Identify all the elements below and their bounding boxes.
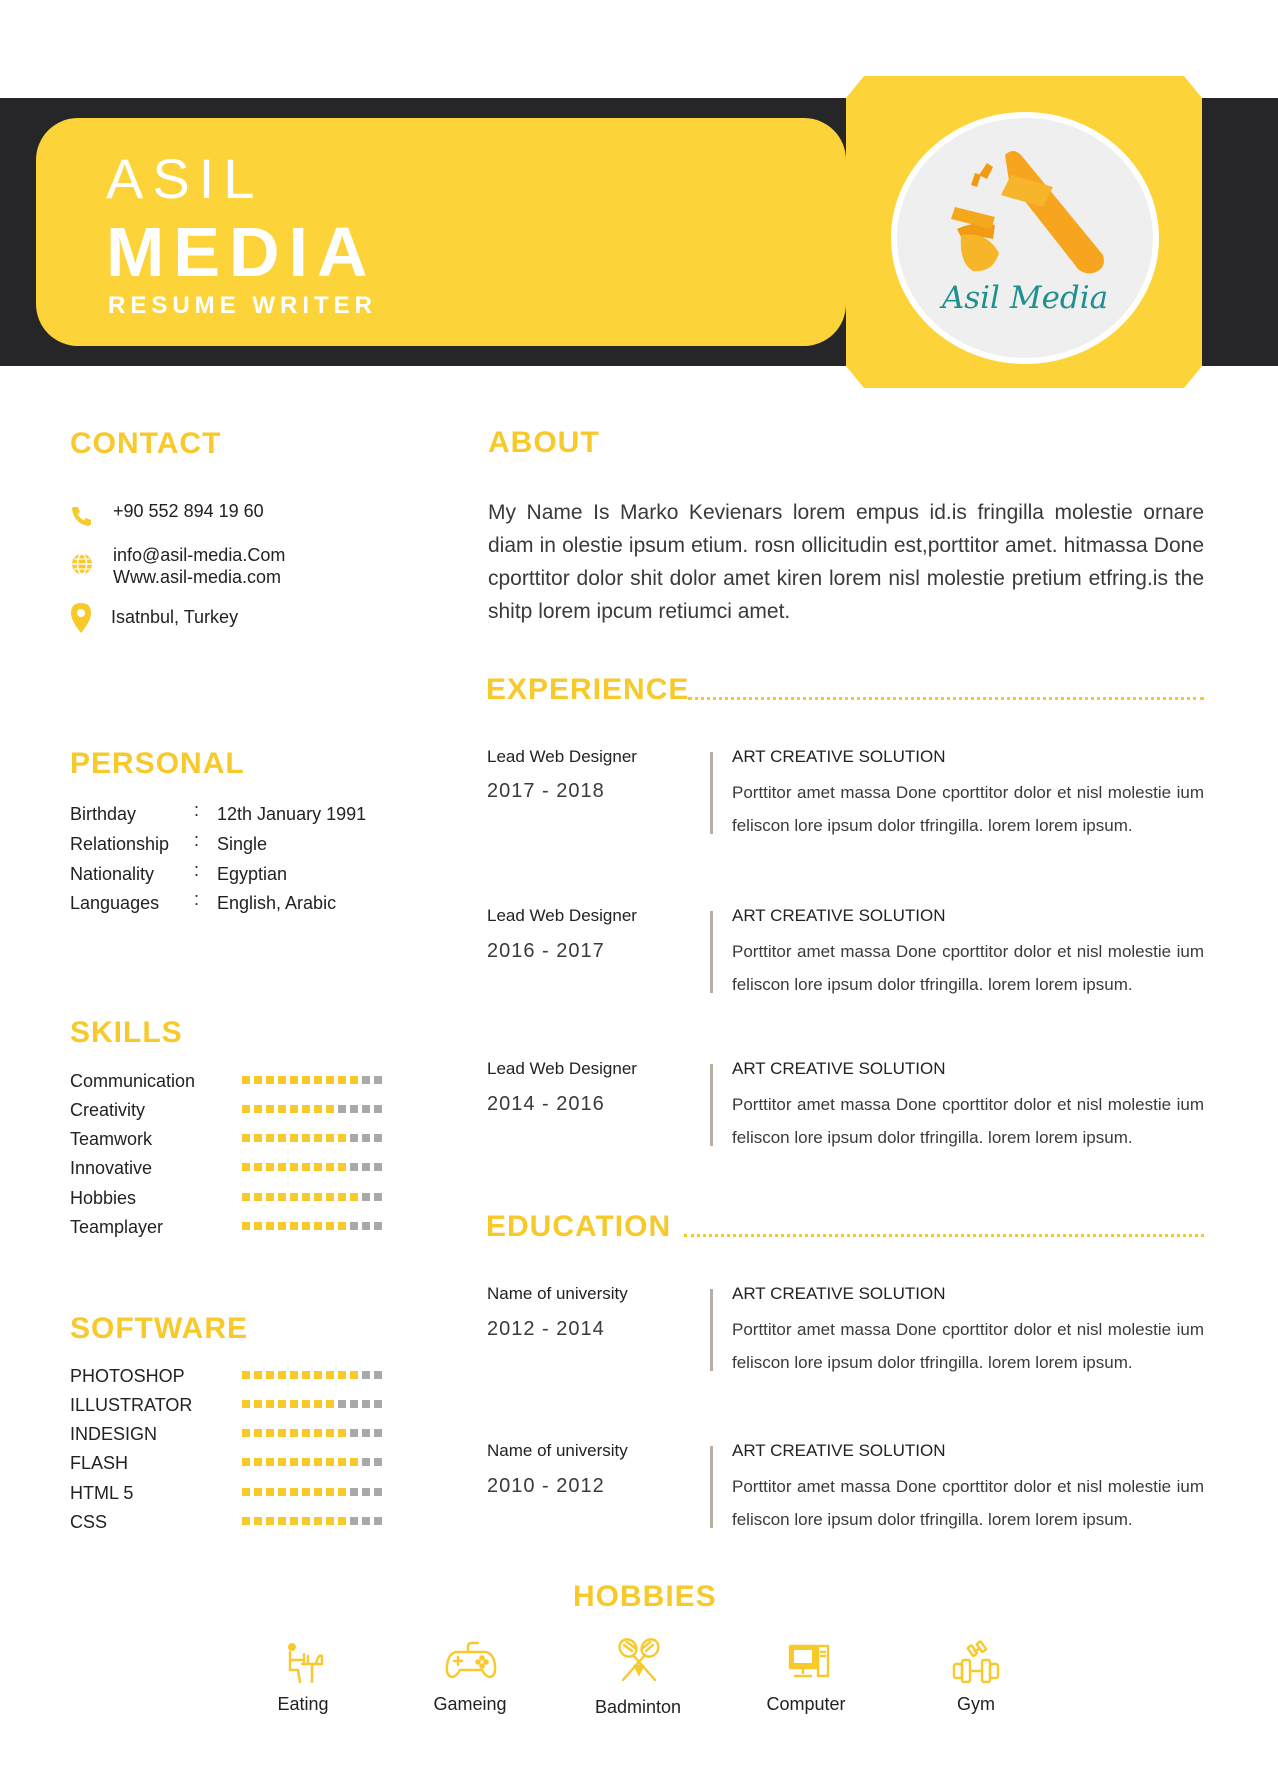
level-square — [362, 1371, 370, 1379]
nationality-colon: : — [194, 860, 200, 880]
level-square — [350, 1076, 358, 1084]
level-square — [338, 1105, 346, 1113]
job-title: Lead Web Designer — [487, 747, 637, 766]
level-square — [338, 1517, 346, 1525]
skill-label: Communication — [70, 1071, 196, 1091]
skill-bar — [242, 1105, 382, 1113]
level-square — [350, 1222, 358, 1230]
level-square — [362, 1105, 370, 1113]
skill-bar — [242, 1193, 382, 1201]
level-square — [254, 1517, 262, 1525]
level-square — [362, 1222, 370, 1230]
level-square — [278, 1193, 286, 1201]
location-pin-icon — [69, 603, 93, 633]
school-name: Name of university — [487, 1441, 628, 1460]
level-square — [266, 1488, 274, 1496]
level-square — [338, 1134, 346, 1142]
level-square — [338, 1193, 346, 1201]
company-name: ART CREATIVE SOLUTION — [732, 1059, 946, 1078]
level-square — [338, 1488, 346, 1496]
level-square — [290, 1222, 298, 1230]
level-square — [290, 1371, 298, 1379]
nationality-value: Egyptian — [217, 864, 288, 884]
level-square — [254, 1400, 262, 1408]
skills-title: SKILLS — [70, 1016, 183, 1049]
level-square — [302, 1076, 310, 1084]
level-square — [290, 1517, 298, 1525]
level-square — [314, 1517, 322, 1525]
website-url: Www.asil-media.com — [113, 567, 282, 587]
relationship-colon: : — [194, 830, 200, 850]
phone-number: +90 552 894 19 60 — [113, 501, 264, 521]
job-years: 2014 - 2016 — [487, 1093, 605, 1115]
level-square — [302, 1105, 310, 1113]
level-square — [290, 1134, 298, 1142]
level-square — [338, 1163, 346, 1171]
level-square — [266, 1458, 274, 1466]
level-square — [338, 1429, 346, 1437]
education-description: Porttitor amet massa Done cporttitor dolor et nisl molestie ium feliscon lore ipsum dolor tfringilla. lorem lorem ipsum. — [732, 1320, 1204, 1372]
level-square — [302, 1458, 310, 1466]
level-square — [302, 1488, 310, 1496]
level-square — [266, 1163, 274, 1171]
level-square — [278, 1076, 286, 1084]
skill-bar — [242, 1076, 382, 1084]
level-square — [314, 1076, 322, 1084]
level-square — [362, 1429, 370, 1437]
level-square — [374, 1429, 382, 1437]
level-square — [302, 1134, 310, 1142]
level-square — [326, 1429, 334, 1437]
experience-title: EXPERIENCE — [486, 673, 690, 706]
level-square — [326, 1400, 334, 1408]
hobby-label: Computer — [766, 1694, 846, 1714]
level-square — [290, 1193, 298, 1201]
level-square — [302, 1163, 310, 1171]
skill-label: Teamwork — [70, 1129, 153, 1149]
level-square — [362, 1517, 370, 1525]
software-bar — [242, 1400, 382, 1408]
level-square — [302, 1222, 310, 1230]
level-square — [350, 1134, 358, 1142]
level-square — [326, 1134, 334, 1142]
software-label: CSS — [70, 1512, 108, 1532]
level-square — [278, 1371, 286, 1379]
level-square — [266, 1222, 274, 1230]
software-bar — [242, 1458, 382, 1466]
level-square — [374, 1371, 382, 1379]
hobby-label: Gameing — [433, 1694, 507, 1714]
level-square — [350, 1193, 358, 1201]
level-square — [374, 1163, 382, 1171]
level-square — [374, 1458, 382, 1466]
level-square — [242, 1488, 250, 1496]
software-bar — [242, 1488, 382, 1496]
school-name: Name of university — [487, 1284, 628, 1303]
level-square — [362, 1134, 370, 1142]
level-square — [314, 1488, 322, 1496]
birthday-value: 12th January 1991 — [217, 804, 367, 824]
experience-divider — [688, 697, 1204, 700]
nationality-label: Nationality — [70, 864, 155, 884]
hobby-label: Eating — [277, 1694, 329, 1714]
software-title: SOFTWARE — [70, 1312, 248, 1345]
institution-name: ART CREATIVE SOLUTION — [732, 1441, 946, 1460]
level-square — [266, 1371, 274, 1379]
email-address: info@asil-media.Com — [113, 545, 286, 565]
level-square — [374, 1222, 382, 1230]
job-description: Porttitor amet massa Done cporttitor dolor et nisl molestie ium feliscon lore ipsum dolor tfringilla. lorem lorem ipsum. — [732, 942, 1204, 994]
level-square — [326, 1105, 334, 1113]
level-square — [254, 1105, 262, 1113]
education-divider — [684, 1234, 1204, 1237]
level-square — [314, 1222, 322, 1230]
level-square — [350, 1458, 358, 1466]
level-square — [350, 1429, 358, 1437]
skill-bar — [242, 1134, 382, 1142]
level-square — [254, 1458, 262, 1466]
level-square — [326, 1517, 334, 1525]
level-square — [350, 1371, 358, 1379]
level-square — [326, 1458, 334, 1466]
level-square — [242, 1163, 250, 1171]
level-square — [374, 1488, 382, 1496]
hobbies-title: HOBBIES — [573, 1580, 717, 1613]
level-square — [242, 1458, 250, 1466]
skill-label: Innovative — [70, 1158, 153, 1178]
level-square — [350, 1517, 358, 1525]
software-label: INDESIGN — [70, 1424, 158, 1444]
level-square — [278, 1400, 286, 1408]
birthday-colon: : — [194, 800, 200, 820]
level-square — [314, 1429, 322, 1437]
level-square — [302, 1517, 310, 1525]
contact-title: CONTACT — [70, 427, 222, 460]
level-square — [266, 1076, 274, 1084]
level-square — [242, 1222, 250, 1230]
level-square — [266, 1400, 274, 1408]
level-square — [350, 1105, 358, 1113]
level-square — [290, 1076, 298, 1084]
level-square — [254, 1076, 262, 1084]
hobby-label: Gym — [957, 1694, 995, 1714]
level-square — [242, 1429, 250, 1437]
level-square — [326, 1193, 334, 1201]
level-square — [326, 1371, 334, 1379]
birthday-label: Birthday — [70, 804, 137, 824]
eating-icon — [280, 1640, 328, 1688]
name-first: ASIL — [106, 147, 264, 210]
level-square — [374, 1517, 382, 1525]
software-bar — [242, 1517, 382, 1525]
level-square — [266, 1105, 274, 1113]
company-name: ART CREATIVE SOLUTION — [732, 906, 946, 925]
level-square — [302, 1193, 310, 1201]
level-square — [242, 1076, 250, 1084]
badminton-icon — [615, 1636, 663, 1684]
level-square — [290, 1163, 298, 1171]
skill-label: Hobbies — [70, 1188, 137, 1208]
level-square — [314, 1193, 322, 1201]
software-label: HTML 5 — [70, 1483, 134, 1503]
level-square — [278, 1517, 286, 1525]
job-title: Lead Web Designer — [487, 1059, 637, 1078]
level-square — [278, 1134, 286, 1142]
level-square — [326, 1076, 334, 1084]
level-square — [278, 1458, 286, 1466]
study-years: 2012 - 2014 — [487, 1318, 605, 1340]
entry-rule — [710, 1289, 713, 1371]
level-square — [362, 1458, 370, 1466]
level-square — [314, 1134, 322, 1142]
level-square — [374, 1105, 382, 1113]
level-square — [338, 1458, 346, 1466]
skill-bar — [242, 1222, 382, 1230]
level-square — [290, 1105, 298, 1113]
level-square — [314, 1458, 322, 1466]
level-square — [242, 1134, 250, 1142]
level-square — [374, 1193, 382, 1201]
level-square — [278, 1163, 286, 1171]
about-title: ABOUT — [488, 426, 600, 459]
logo-text: Asil Media — [941, 280, 1109, 316]
software-bar — [242, 1371, 382, 1379]
level-square — [302, 1400, 310, 1408]
job-years: 2016 - 2017 — [487, 940, 605, 962]
dumbbell-icon — [952, 1640, 1000, 1688]
level-square — [254, 1429, 262, 1437]
level-square — [326, 1488, 334, 1496]
computer-icon — [786, 1640, 834, 1688]
level-square — [290, 1458, 298, 1466]
institution-name: ART CREATIVE SOLUTION — [732, 1284, 946, 1303]
entry-rule — [710, 752, 713, 834]
job-description: Porttitor amet massa Done cporttitor dolor et nisl molestie ium feliscon lore ipsum dolor tfringilla. lorem lorem ipsum. — [732, 783, 1204, 835]
level-square — [338, 1371, 346, 1379]
entry-rule — [710, 1064, 713, 1146]
level-square — [242, 1105, 250, 1113]
level-square — [290, 1429, 298, 1437]
globe-icon — [70, 552, 94, 576]
about-text: My Name Is Marko Kevienars lorem empus id.is fringilla molestie ornare diam in olestie ipsum etium. rosn ollicitudin est,porttitor amet. hitmassa Done cporttitor dolor shit dolor amet kiren lorem nisl molestie pretium etfring.is the shitp lorem ipcum retiumci amet. — [488, 501, 1204, 623]
relationship-label: Relationship — [70, 834, 170, 854]
level-square — [278, 1222, 286, 1230]
level-square — [338, 1076, 346, 1084]
level-square — [374, 1076, 382, 1084]
level-square — [362, 1400, 370, 1408]
relationship-value: Single — [217, 834, 268, 854]
level-square — [350, 1400, 358, 1408]
software-bar — [242, 1429, 382, 1437]
level-square — [278, 1105, 286, 1113]
entry-rule — [710, 911, 713, 993]
level-square — [338, 1400, 346, 1408]
level-square — [314, 1371, 322, 1379]
level-square — [278, 1429, 286, 1437]
level-square — [266, 1517, 274, 1525]
job-years: 2017 - 2018 — [487, 780, 605, 802]
level-square — [326, 1163, 334, 1171]
level-square — [338, 1222, 346, 1230]
software-label: FLASH — [70, 1453, 129, 1473]
level-square — [302, 1371, 310, 1379]
level-square — [290, 1488, 298, 1496]
languages-label: Languages — [70, 893, 160, 913]
skill-label: Teamplayer — [70, 1217, 164, 1237]
name-last: MEDIA — [106, 213, 377, 291]
level-square — [266, 1193, 274, 1201]
level-square — [290, 1400, 298, 1408]
level-square — [314, 1163, 322, 1171]
level-square — [242, 1517, 250, 1525]
software-label: ILLUSTRATOR — [70, 1395, 193, 1415]
entry-rule — [710, 1446, 713, 1528]
level-square — [242, 1193, 250, 1201]
level-square — [362, 1076, 370, 1084]
personal-title: PERSONAL — [70, 747, 245, 780]
level-square — [350, 1488, 358, 1496]
skill-bar — [242, 1163, 382, 1171]
level-square — [362, 1163, 370, 1171]
level-square — [374, 1400, 382, 1408]
languages-colon: : — [194, 889, 200, 909]
location-text: Isatnbul, Turkey — [111, 607, 239, 627]
hobby-label: Badminton — [594, 1697, 682, 1717]
level-square — [314, 1400, 322, 1408]
languages-value: English, Arabic — [217, 893, 337, 913]
skill-label: Creativity — [70, 1100, 146, 1120]
level-square — [314, 1105, 322, 1113]
level-square — [254, 1193, 262, 1201]
education-title: EDUCATION — [486, 1210, 672, 1243]
level-square — [242, 1400, 250, 1408]
level-square — [242, 1371, 250, 1379]
job-role: RESUME WRITER — [108, 292, 377, 319]
level-square — [254, 1163, 262, 1171]
company-name: ART CREATIVE SOLUTION — [732, 747, 946, 766]
logo-mark-icon — [935, 145, 1115, 285]
phone-icon — [70, 504, 94, 528]
job-description: Porttitor amet massa Done cporttitor dolor et nisl molestie ium feliscon lore ipsum dolor tfringilla. lorem lorem ipsum. — [732, 1095, 1204, 1147]
level-square — [254, 1488, 262, 1496]
study-years: 2010 - 2012 — [487, 1475, 605, 1497]
level-square — [362, 1488, 370, 1496]
level-square — [254, 1222, 262, 1230]
level-square — [254, 1134, 262, 1142]
level-square — [302, 1429, 310, 1437]
level-square — [374, 1134, 382, 1142]
job-title: Lead Web Designer — [487, 906, 637, 925]
level-square — [266, 1429, 274, 1437]
level-square — [254, 1371, 262, 1379]
level-square — [362, 1193, 370, 1201]
software-label: PHOTOSHOP — [70, 1366, 185, 1386]
level-square — [278, 1488, 286, 1496]
education-description: Porttitor amet massa Done cporttitor dolor et nisl molestie ium feliscon lore ipsum dolor tfringilla. lorem lorem ipsum. — [732, 1477, 1204, 1529]
gamepad-icon — [444, 1640, 498, 1688]
level-square — [326, 1222, 334, 1230]
level-square — [350, 1163, 358, 1171]
level-square — [266, 1134, 274, 1142]
